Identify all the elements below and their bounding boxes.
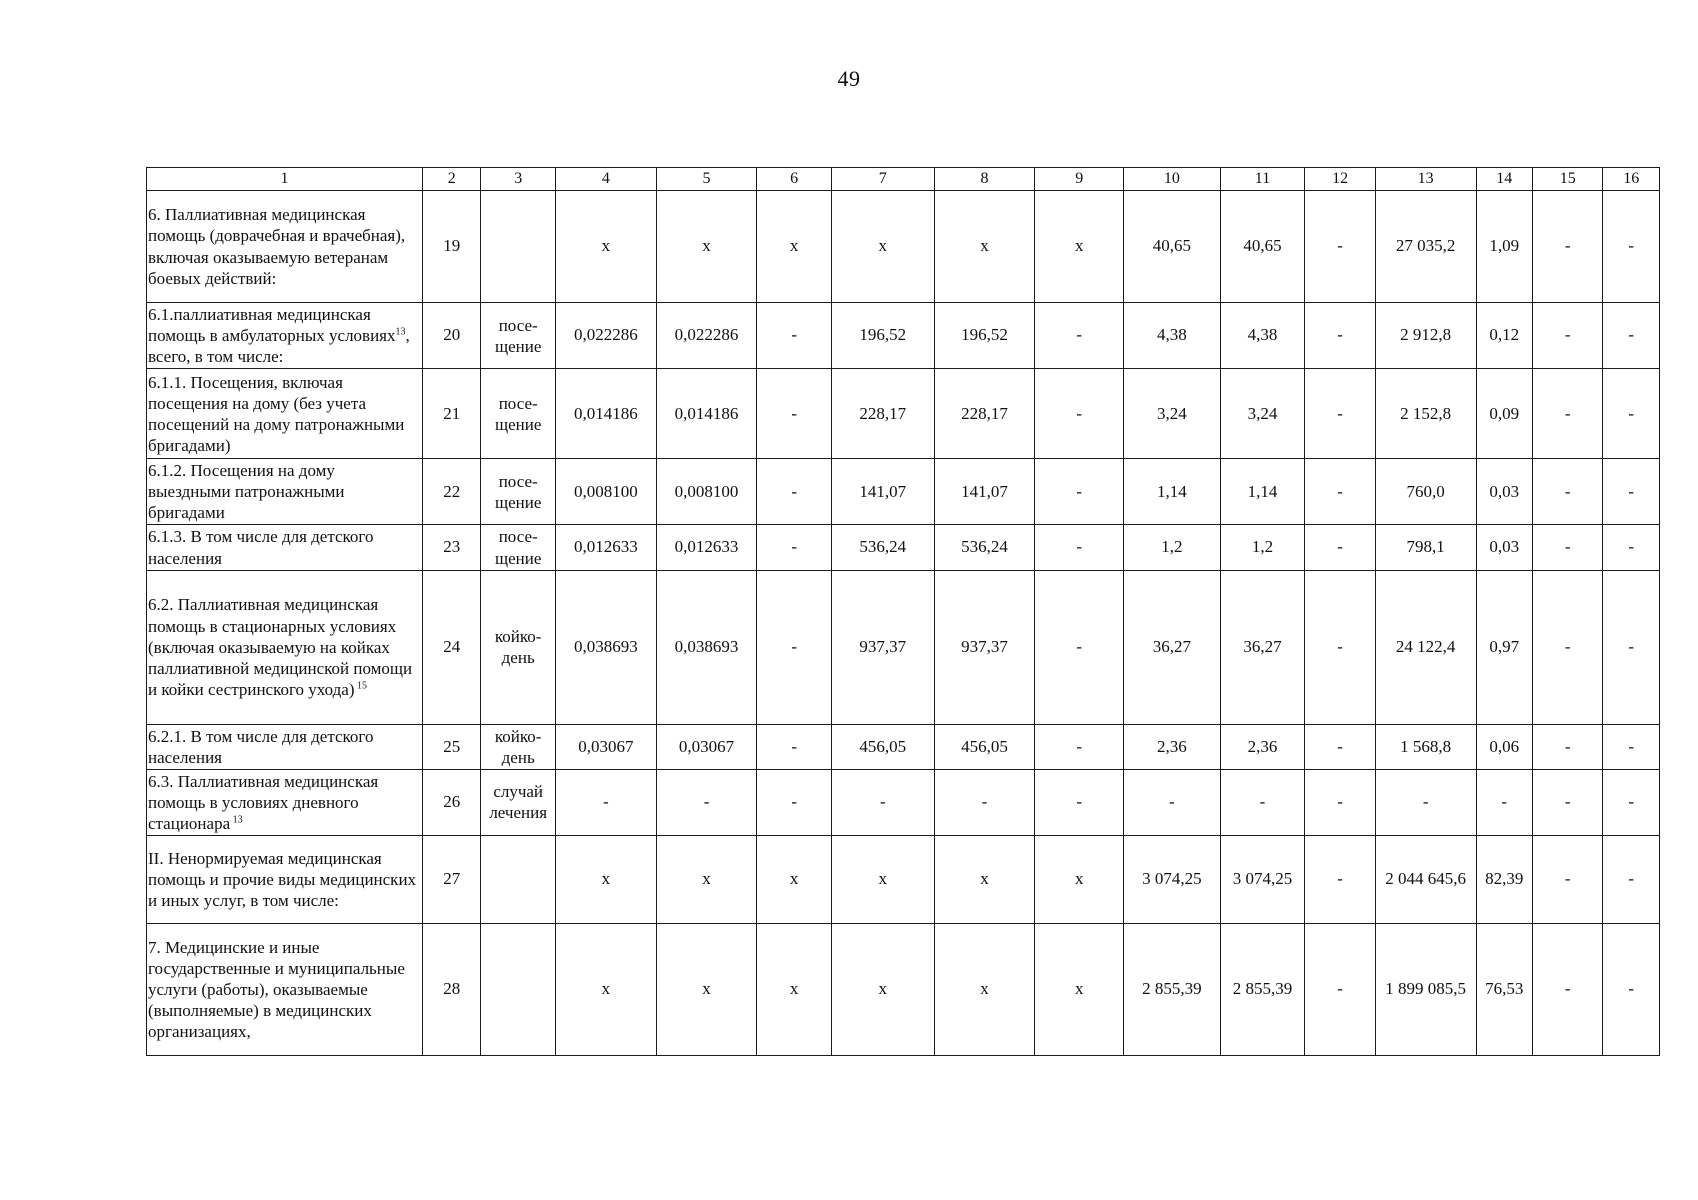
cell-col-5: х xyxy=(656,924,757,1056)
footnote-ref: 15 xyxy=(354,680,368,692)
cell-col-12: - xyxy=(1305,836,1376,924)
cell-col-13: 798,1 xyxy=(1375,525,1476,570)
cell-col-8: 937,37 xyxy=(934,570,1035,724)
cell-col-16: - xyxy=(1603,369,1660,459)
row-name-cell xyxy=(147,836,423,924)
cell-col-7: 536,24 xyxy=(831,525,934,570)
cell-col-11: 3,24 xyxy=(1220,369,1305,459)
cell-col-8: - xyxy=(934,769,1035,835)
cell-col-3: посе-щение xyxy=(481,303,556,369)
cell-col-12: - xyxy=(1305,369,1376,459)
row-name: 6.1.2. Посещения на дому выездными патронажными бригадами xyxy=(148,461,345,523)
header-row xyxy=(147,168,1660,191)
cell-col-15: - xyxy=(1532,924,1603,1056)
row-name-cell xyxy=(147,369,423,459)
cell-col-13: 2 152,8 xyxy=(1375,369,1476,459)
cell-col-12: - xyxy=(1305,525,1376,570)
table-row xyxy=(147,191,1660,303)
cell-col-10: 4,38 xyxy=(1124,303,1221,369)
cell-col-10: 40,65 xyxy=(1124,191,1221,303)
cell-col-3: койко-день xyxy=(481,724,556,769)
cell-col-16: - xyxy=(1603,191,1660,303)
cell-col-12: - xyxy=(1305,924,1376,1056)
row-name-cell xyxy=(147,570,423,724)
cell-col-8: х xyxy=(934,191,1035,303)
cell-col-8: 228,17 xyxy=(934,369,1035,459)
cell-col-15: - xyxy=(1532,459,1603,525)
cell-col-4: 0,03067 xyxy=(555,724,656,769)
cell-col-6: - xyxy=(757,525,832,570)
cell-col-11: 40,65 xyxy=(1220,191,1305,303)
cell-col-10: 36,27 xyxy=(1124,570,1221,724)
cell-col-9: - xyxy=(1035,525,1124,570)
cell-col-9: х xyxy=(1035,836,1124,924)
cell-col-16: - xyxy=(1603,724,1660,769)
cell-col-6: х xyxy=(757,191,832,303)
cell-col-16: - xyxy=(1603,525,1660,570)
cell-col-7: 456,05 xyxy=(831,724,934,769)
row-name: 6.1.паллиативная медицинская помощь в амбулаторных условиях xyxy=(148,305,396,346)
cell-col-14: 82,39 xyxy=(1476,836,1532,924)
cell-col-2: 24 xyxy=(423,570,481,724)
header-cell-14: 14 xyxy=(1476,168,1532,191)
header-cell-10: 10 xyxy=(1124,168,1221,191)
cell-col-14: 0,09 xyxy=(1476,369,1532,459)
cell-col-5: х xyxy=(656,836,757,924)
row-name: 6. Паллиативная медицинская помощь (доврачебная и врачебная), включая оказываемую ветеранам боевых действий: xyxy=(148,205,406,288)
cell-col-7: х xyxy=(831,836,934,924)
header-cell-13: 13 xyxy=(1375,168,1476,191)
table-row xyxy=(147,924,1660,1056)
cell-col-2: 20 xyxy=(423,303,481,369)
cell-col-4: х xyxy=(555,836,656,924)
cell-col-6: - xyxy=(757,303,832,369)
cell-col-4: 0,038693 xyxy=(555,570,656,724)
row-name: 6.2. Паллиативная медицинская помощь в стационарных условиях (включая оказываемую на койках паллиативной медицинской помощи и койки сестринского ухода) xyxy=(148,595,413,699)
cell-col-3: посе-щение xyxy=(481,459,556,525)
row-name-cell xyxy=(147,769,423,835)
cell-col-16: - xyxy=(1603,570,1660,724)
cell-col-5: 0,014186 xyxy=(656,369,757,459)
cell-col-4: 0,012633 xyxy=(555,525,656,570)
cell-col-15: - xyxy=(1532,369,1603,459)
cell-col-6: - xyxy=(757,724,832,769)
cell-col-11: 1,2 xyxy=(1220,525,1305,570)
table-row xyxy=(147,570,1660,724)
cell-col-14: 1,09 xyxy=(1476,191,1532,303)
table-row xyxy=(147,525,1660,570)
cell-col-2: 26 xyxy=(423,769,481,835)
row-name-cell xyxy=(147,525,423,570)
cell-col-4: 0,014186 xyxy=(555,369,656,459)
cell-col-5: 0,03067 xyxy=(656,724,757,769)
cell-col-11: 2,36 xyxy=(1220,724,1305,769)
header-cell-9: 9 xyxy=(1035,168,1124,191)
cell-col-7: - xyxy=(831,769,934,835)
cell-col-9: х xyxy=(1035,191,1124,303)
cell-col-16: - xyxy=(1603,303,1660,369)
cell-col-14: 76,53 xyxy=(1476,924,1532,1056)
header-cell-2: 2 xyxy=(423,168,481,191)
cell-col-12: - xyxy=(1305,724,1376,769)
row-name: 6.1.1. Посещения, включая посещения на дому (без учета посещений на дому патронажными бригадами) xyxy=(148,372,405,455)
cell-col-10: 2,36 xyxy=(1124,724,1221,769)
cell-col-13: 760,0 xyxy=(1375,459,1476,525)
table-row xyxy=(147,369,1660,459)
header-cell-7: 7 xyxy=(831,168,934,191)
cell-col-4: 0,022286 xyxy=(555,303,656,369)
cell-col-2: 22 xyxy=(423,459,481,525)
cell-col-15: - xyxy=(1532,836,1603,924)
table-row xyxy=(147,459,1660,525)
cell-col-9: - xyxy=(1035,459,1124,525)
cell-col-14: 0,03 xyxy=(1476,459,1532,525)
cell-col-10: 1,2 xyxy=(1124,525,1221,570)
cell-col-15: - xyxy=(1532,525,1603,570)
cell-col-9: - xyxy=(1035,724,1124,769)
header-cell-12: 12 xyxy=(1305,168,1376,191)
row-name-cell xyxy=(147,191,423,303)
cell-col-6: х xyxy=(757,836,832,924)
cell-col-9: - xyxy=(1035,570,1124,724)
footnote-ref: 13 xyxy=(230,814,243,826)
cell-col-10: 2 855,39 xyxy=(1124,924,1221,1056)
cell-col-4: х xyxy=(555,191,656,303)
cell-col-14: 0,06 xyxy=(1476,724,1532,769)
cell-col-8: 196,52 xyxy=(934,303,1035,369)
cell-col-6: - xyxy=(757,769,832,835)
cell-col-16: - xyxy=(1603,836,1660,924)
cell-col-11: 2 855,39 xyxy=(1220,924,1305,1056)
cell-col-16: - xyxy=(1603,459,1660,525)
cell-col-3: случай лечения xyxy=(481,769,556,835)
cell-col-11: 3 074,25 xyxy=(1220,836,1305,924)
row-name-cell xyxy=(147,459,423,525)
header-cell-5: 5 xyxy=(656,168,757,191)
cell-col-7: х xyxy=(831,924,934,1056)
cell-col-12: - xyxy=(1305,570,1376,724)
header-cell-15: 15 xyxy=(1532,168,1603,191)
cell-col-2: 27 xyxy=(423,836,481,924)
cell-col-13: 2 044 645,6 xyxy=(1375,836,1476,924)
header-cell-1: 1 xyxy=(147,168,423,191)
cell-col-3 xyxy=(481,836,556,924)
cell-col-10: 1,14 xyxy=(1124,459,1221,525)
cell-col-3: посе-щение xyxy=(481,525,556,570)
cell-col-9: - xyxy=(1035,303,1124,369)
cell-col-15: - xyxy=(1532,303,1603,369)
cell-col-12: - xyxy=(1305,303,1376,369)
cell-col-5: 0,022286 xyxy=(656,303,757,369)
cell-col-5: 0,008100 xyxy=(656,459,757,525)
cell-col-2: 21 xyxy=(423,369,481,459)
row-name-cell xyxy=(147,724,423,769)
header-cell-8: 8 xyxy=(934,168,1035,191)
table-row xyxy=(147,769,1660,835)
cell-col-13: 1 899 085,5 xyxy=(1375,924,1476,1056)
cell-col-13: 2 912,8 xyxy=(1375,303,1476,369)
cell-col-8: х xyxy=(934,924,1035,1056)
cell-col-7: 141,07 xyxy=(831,459,934,525)
table-row xyxy=(147,303,1660,369)
header-cell-11: 11 xyxy=(1220,168,1305,191)
table-row xyxy=(147,724,1660,769)
cell-col-13: - xyxy=(1375,769,1476,835)
cell-col-9: х xyxy=(1035,924,1124,1056)
row-name: 6.1.3. В том числе для детского населения xyxy=(148,527,374,568)
cell-col-7: х xyxy=(831,191,934,303)
cell-col-10: 3 074,25 xyxy=(1124,836,1221,924)
cell-col-8: 456,05 xyxy=(934,724,1035,769)
row-name: 6.3. Паллиативная медицинская помощь в условиях дневного стационара xyxy=(148,771,379,833)
header-cell-4: 4 xyxy=(555,168,656,191)
page-number: 49 xyxy=(837,66,861,91)
cell-col-2: 19 xyxy=(423,191,481,303)
header-cell-3: 3 xyxy=(481,168,556,191)
cell-col-13: 27 035,2 xyxy=(1375,191,1476,303)
cell-col-5: 0,038693 xyxy=(656,570,757,724)
cell-col-2: 23 xyxy=(423,525,481,570)
cell-col-8: х xyxy=(934,836,1035,924)
cell-col-15: - xyxy=(1532,191,1603,303)
cell-col-8: 536,24 xyxy=(934,525,1035,570)
cell-col-15: - xyxy=(1532,570,1603,724)
cell-col-14: 0,97 xyxy=(1476,570,1532,724)
cell-col-12: - xyxy=(1305,459,1376,525)
cell-col-15: - xyxy=(1532,769,1603,835)
cell-col-14: - xyxy=(1476,769,1532,835)
cell-col-6: - xyxy=(757,570,832,724)
cell-col-11: - xyxy=(1220,769,1305,835)
cell-col-8: 141,07 xyxy=(934,459,1035,525)
cell-col-13: 24 122,4 xyxy=(1375,570,1476,724)
cell-col-4: 0,008100 xyxy=(555,459,656,525)
cell-col-7: 937,37 xyxy=(831,570,934,724)
cell-col-5: 0,012633 xyxy=(656,525,757,570)
cell-col-5: х xyxy=(656,191,757,303)
cell-col-3: посе-щение xyxy=(481,369,556,459)
cell-col-3: койко-день xyxy=(481,570,556,724)
cell-col-12: - xyxy=(1305,769,1376,835)
cell-col-6: - xyxy=(757,369,832,459)
table-row xyxy=(147,836,1660,924)
cell-col-4: - xyxy=(555,769,656,835)
cell-col-12: - xyxy=(1305,191,1376,303)
cell-col-5: - xyxy=(656,769,757,835)
cell-col-9: - xyxy=(1035,769,1124,835)
cell-col-14: 0,12 xyxy=(1476,303,1532,369)
cell-col-11: 1,14 xyxy=(1220,459,1305,525)
cell-col-2: 28 xyxy=(423,924,481,1056)
cell-col-6: - xyxy=(757,459,832,525)
data-table xyxy=(146,167,1660,1056)
cell-col-13: 1 568,8 xyxy=(1375,724,1476,769)
cell-col-10: 3,24 xyxy=(1124,369,1221,459)
header-cell-6: 6 xyxy=(757,168,832,191)
row-name: 6.2.1. В том числе для детского населения xyxy=(148,726,374,767)
cell-col-14: 0,03 xyxy=(1476,525,1532,570)
footnote-ref: 13 xyxy=(395,326,406,338)
cell-col-16: - xyxy=(1603,924,1660,1056)
cell-col-7: 228,17 xyxy=(831,369,934,459)
row-name-tail: , всего, в том числе: xyxy=(148,326,410,367)
row-name-cell xyxy=(147,924,423,1056)
cell-col-3 xyxy=(481,924,556,1056)
cell-col-6: х xyxy=(757,924,832,1056)
cell-col-4: х xyxy=(555,924,656,1056)
header-cell-16: 16 xyxy=(1603,168,1660,191)
cell-col-10: - xyxy=(1124,769,1221,835)
cell-col-7: 196,52 xyxy=(831,303,934,369)
cell-col-3 xyxy=(481,191,556,303)
cell-col-15: - xyxy=(1532,724,1603,769)
row-name: II. Ненормируемая медицинская помощь и прочие виды медицинских и иных услуг, в том числе: xyxy=(148,848,417,911)
cell-col-11: 36,27 xyxy=(1220,570,1305,724)
cell-col-11: 4,38 xyxy=(1220,303,1305,369)
cell-col-16: - xyxy=(1603,769,1660,835)
row-name: 7. Медицинские и иные государственные и муниципальные услуги (работы), оказываемые (выполняемые) в медицинских организациях, xyxy=(148,937,405,1042)
cell-col-9: - xyxy=(1035,369,1124,459)
cell-col-2: 25 xyxy=(423,724,481,769)
row-name-cell xyxy=(147,303,423,369)
